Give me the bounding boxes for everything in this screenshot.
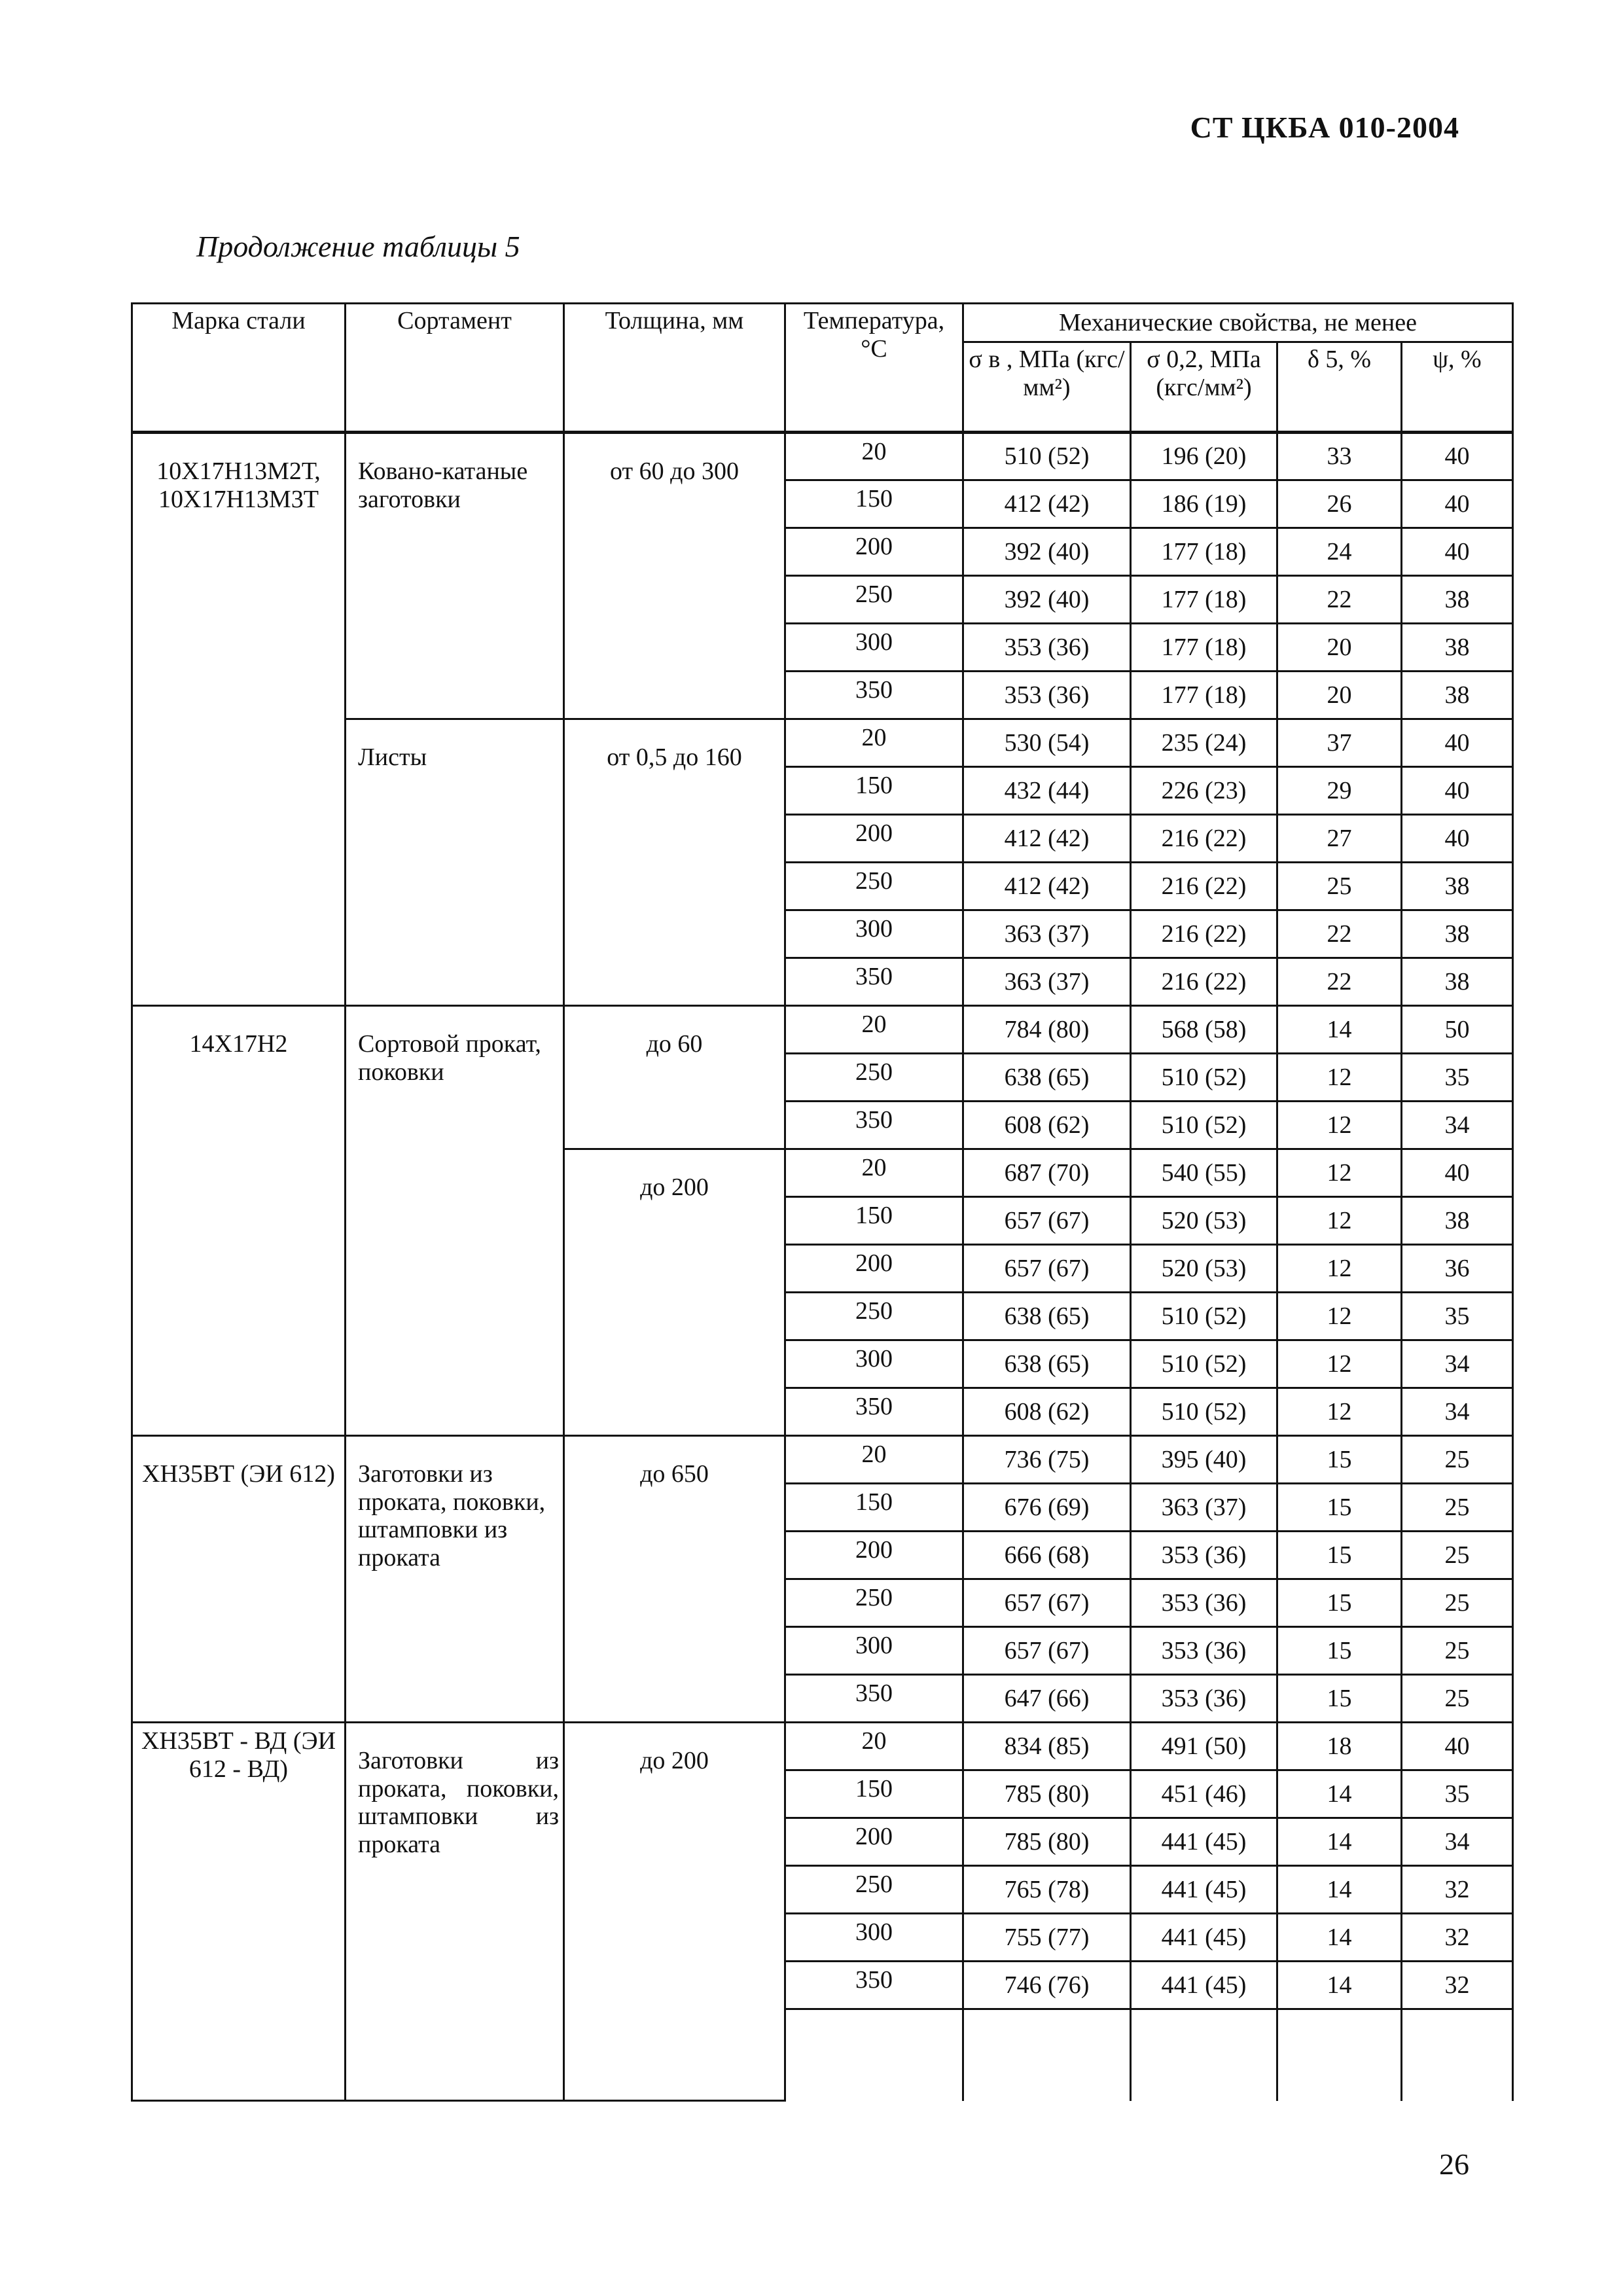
temperature-cell: 350 <box>785 1102 963 1149</box>
sigma-02-cell: 177 (18) <box>1131 528 1277 576</box>
sigma-b-cell: 834 (85) <box>963 1723 1131 1770</box>
psi-cell: 35 <box>1402 1054 1513 1102</box>
table-row <box>132 1006 1513 1054</box>
temperature-cell: 250 <box>785 863 963 910</box>
table-caption: Продолжение таблицы 5 <box>196 230 520 263</box>
temperature-cell: 150 <box>785 1197 963 1245</box>
delta5-cell: 12 <box>1277 1388 1402 1436</box>
temperature-cell: 20 <box>785 1006 963 1054</box>
psi-cell: 40 <box>1402 1149 1513 1197</box>
delta5-cell: 14 <box>1277 1818 1402 1866</box>
temperature-cell: 250 <box>785 1866 963 1914</box>
sigma-02-cell: 196 (20) <box>1131 433 1277 480</box>
sigma-02-cell: 520 (53) <box>1131 1197 1277 1245</box>
empty-cell <box>1402 2009 1513 2101</box>
assortment-cell: Ковано-катаные заготовки <box>346 433 564 719</box>
sigma-02-cell: 177 (18) <box>1131 624 1277 672</box>
sigma-02-cell: 451 (46) <box>1131 1770 1277 1818</box>
psi-cell: 34 <box>1402 1340 1513 1388</box>
delta5-cell: 15 <box>1277 1436 1402 1484</box>
psi-cell: 38 <box>1402 576 1513 624</box>
delta5-cell: 24 <box>1277 528 1402 576</box>
empty-cell <box>785 2009 963 2101</box>
delta5-cell: 12 <box>1277 1149 1402 1197</box>
psi-cell: 40 <box>1402 719 1513 767</box>
psi-cell: 34 <box>1402 1102 1513 1149</box>
psi-cell: 38 <box>1402 910 1513 958</box>
column-header-sigma-b: σ в , МПа (кгс/мм²) <box>963 342 1131 433</box>
psi-cell: 32 <box>1402 1914 1513 1962</box>
psi-cell: 25 <box>1402 1484 1513 1532</box>
psi-cell: 38 <box>1402 624 1513 672</box>
psi-cell: 38 <box>1402 863 1513 910</box>
delta5-cell: 33 <box>1277 433 1402 480</box>
delta5-cell: 22 <box>1277 576 1402 624</box>
temperature-cell: 200 <box>785 528 963 576</box>
sigma-b-cell: 412 (42) <box>963 480 1131 528</box>
temperature-cell: 250 <box>785 1054 963 1102</box>
sigma-b-cell: 687 (70) <box>963 1149 1131 1197</box>
thickness-cell: до 60 <box>564 1006 785 1149</box>
sigma-02-cell: 510 (52) <box>1131 1293 1277 1340</box>
temperature-cell: 300 <box>785 624 963 672</box>
delta5-cell: 14 <box>1277 1770 1402 1818</box>
delta5-cell: 20 <box>1277 672 1402 719</box>
thickness-cell: до 650 <box>564 1436 785 1723</box>
sigma-02-cell: 353 (36) <box>1131 1627 1277 1675</box>
sigma-02-cell: 441 (45) <box>1131 1866 1277 1914</box>
temperature-cell: 150 <box>785 1770 963 1818</box>
temperature-cell: 20 <box>785 1149 963 1197</box>
psi-cell: 25 <box>1402 1627 1513 1675</box>
sigma-b-cell: 784 (80) <box>963 1006 1131 1054</box>
assortment-cell: Листы <box>346 719 564 1006</box>
sigma-b-cell: 353 (36) <box>963 672 1131 719</box>
sigma-b-cell: 657 (67) <box>963 1245 1131 1293</box>
sigma-b-cell: 638 (65) <box>963 1340 1131 1388</box>
temperature-cell: 200 <box>785 815 963 863</box>
column-header-assortment: Сортамент <box>346 304 564 433</box>
column-header-grade: Марка стали <box>132 304 346 433</box>
psi-cell: 38 <box>1402 958 1513 1006</box>
psi-cell: 32 <box>1402 1866 1513 1914</box>
sigma-02-cell: 353 (36) <box>1131 1675 1277 1723</box>
psi-cell: 25 <box>1402 1675 1513 1723</box>
delta5-cell: 14 <box>1277 1866 1402 1914</box>
temperature-cell: 20 <box>785 1723 963 1770</box>
sigma-02-cell: 510 (52) <box>1131 1054 1277 1102</box>
sigma-02-cell: 353 (36) <box>1131 1532 1277 1579</box>
delta5-cell: 12 <box>1277 1340 1402 1388</box>
steel-grade-cell: 14Х17Н2 <box>132 1006 346 1436</box>
temperature-cell: 350 <box>785 958 963 1006</box>
temperature-cell: 300 <box>785 1914 963 1962</box>
sigma-b-cell: 657 (67) <box>963 1627 1131 1675</box>
delta5-cell: 22 <box>1277 958 1402 1006</box>
properties-table-wrapper <box>131 302 1514 2102</box>
assortment-text: Заготовки из проката, поковки, штамповки из проката <box>358 1747 559 1858</box>
temperature-cell: 20 <box>785 1436 963 1484</box>
column-header-thickness: Толщина, мм <box>564 304 785 433</box>
temperature-cell: 150 <box>785 1484 963 1532</box>
temperature-cell: 150 <box>785 480 963 528</box>
temperature-cell: 350 <box>785 1675 963 1723</box>
delta5-cell: 15 <box>1277 1627 1402 1675</box>
sigma-b-cell: 392 (40) <box>963 528 1131 576</box>
psi-cell: 40 <box>1402 1723 1513 1770</box>
delta5-cell: 37 <box>1277 719 1402 767</box>
sigma-b-cell: 746 (76) <box>963 1962 1131 2009</box>
delta5-cell: 14 <box>1277 1914 1402 1962</box>
thickness-cell: от 0,5 до 160 <box>564 719 785 1006</box>
assortment-cell: Заготовки из проката, поковки, штамповки из проката <box>346 1436 564 1723</box>
document-code: СТ ЦКБА 010-2004 <box>1190 111 1459 144</box>
temperature-cell: 350 <box>785 1962 963 2009</box>
sigma-b-cell: 392 (40) <box>963 576 1131 624</box>
delta5-cell: 26 <box>1277 480 1402 528</box>
sigma-02-cell: 177 (18) <box>1131 672 1277 719</box>
sigma-b-cell: 785 (80) <box>963 1770 1131 1818</box>
sigma-02-cell: 540 (55) <box>1131 1149 1277 1197</box>
delta5-cell: 12 <box>1277 1197 1402 1245</box>
psi-cell: 38 <box>1402 672 1513 719</box>
sigma-02-cell: 510 (52) <box>1131 1340 1277 1388</box>
delta5-cell: 15 <box>1277 1675 1402 1723</box>
sigma-b-cell: 657 (67) <box>963 1579 1131 1627</box>
sigma-02-cell: 363 (37) <box>1131 1484 1277 1532</box>
delta5-cell: 15 <box>1277 1579 1402 1627</box>
table-row <box>132 1436 1513 1484</box>
sigma-02-cell: 216 (22) <box>1131 863 1277 910</box>
thickness-cell: до 200 <box>564 1723 785 2101</box>
sigma-b-cell: 530 (54) <box>963 719 1131 767</box>
psi-cell: 36 <box>1402 1245 1513 1293</box>
sigma-02-cell: 491 (50) <box>1131 1723 1277 1770</box>
temperature-cell: 250 <box>785 1293 963 1340</box>
delta5-cell: 14 <box>1277 1006 1402 1054</box>
sigma-02-cell: 177 (18) <box>1131 576 1277 624</box>
temperature-cell: 300 <box>785 1627 963 1675</box>
delta5-cell: 22 <box>1277 910 1402 958</box>
psi-cell: 50 <box>1402 1006 1513 1054</box>
temperature-cell: 200 <box>785 1245 963 1293</box>
sigma-b-cell: 755 (77) <box>963 1914 1131 1962</box>
psi-cell: 40 <box>1402 528 1513 576</box>
delta5-cell: 25 <box>1277 863 1402 910</box>
sigma-b-cell: 736 (75) <box>963 1436 1131 1484</box>
column-header-psi: ψ, % <box>1402 342 1513 433</box>
steel-grade-cell: 10Х17Н13М2Т, 10Х17Н13М3Т <box>132 433 346 1006</box>
sigma-b-cell: 608 (62) <box>963 1102 1131 1149</box>
empty-cell <box>1277 2009 1402 2101</box>
temperature-cell: 250 <box>785 1579 963 1627</box>
temperature-cell: 200 <box>785 1818 963 1866</box>
column-header-delta5: δ 5, % <box>1277 342 1402 433</box>
empty-cell <box>963 2009 1131 2101</box>
sigma-02-cell: 441 (45) <box>1131 1818 1277 1866</box>
temperature-cell: 150 <box>785 767 963 815</box>
sigma-b-cell: 353 (36) <box>963 624 1131 672</box>
steel-grade-cell: ХН35ВТ (ЭИ 612) <box>132 1436 346 1723</box>
psi-cell: 34 <box>1402 1388 1513 1436</box>
psi-cell: 25 <box>1402 1579 1513 1627</box>
steel-grade-cell: ХН35ВТ - ВД (ЭИ 612 - ВД) <box>132 1723 346 2101</box>
temperature-cell: 20 <box>785 433 963 480</box>
temperature-cell: 250 <box>785 576 963 624</box>
empty-cell <box>1131 2009 1277 2101</box>
temperature-cell: 300 <box>785 1340 963 1388</box>
psi-cell: 35 <box>1402 1293 1513 1340</box>
psi-cell: 35 <box>1402 1770 1513 1818</box>
sigma-b-cell: 432 (44) <box>963 767 1131 815</box>
sigma-02-cell: 441 (45) <box>1131 1962 1277 2009</box>
thickness-cell: до 200 <box>564 1149 785 1436</box>
delta5-cell: 20 <box>1277 624 1402 672</box>
sigma-02-cell: 568 (58) <box>1131 1006 1277 1054</box>
sigma-b-cell: 676 (69) <box>963 1484 1131 1532</box>
table-row <box>132 1723 1513 1770</box>
delta5-cell: 12 <box>1277 1054 1402 1102</box>
temperature-cell: 20 <box>785 719 963 767</box>
column-header-mechanical-properties: Механические свойства, не менее <box>963 304 1513 342</box>
sigma-02-cell: 441 (45) <box>1131 1914 1277 1962</box>
column-header-sigma-02: σ 0,2, МПа (кгс/мм²) <box>1131 342 1277 433</box>
sigma-b-cell: 638 (65) <box>963 1293 1131 1340</box>
sigma-02-cell: 510 (52) <box>1131 1102 1277 1149</box>
sigma-b-cell: 412 (42) <box>963 815 1131 863</box>
delta5-cell: 15 <box>1277 1484 1402 1532</box>
sigma-02-cell: 395 (40) <box>1131 1436 1277 1484</box>
sigma-02-cell: 235 (24) <box>1131 719 1277 767</box>
delta5-cell: 29 <box>1277 767 1402 815</box>
psi-cell: 38 <box>1402 1197 1513 1245</box>
sigma-b-cell: 657 (67) <box>963 1197 1131 1245</box>
sigma-b-cell: 666 (68) <box>963 1532 1131 1579</box>
delta5-cell: 12 <box>1277 1102 1402 1149</box>
delta5-cell: 12 <box>1277 1245 1402 1293</box>
temperature-cell: 350 <box>785 672 963 719</box>
sigma-02-cell: 216 (22) <box>1131 815 1277 863</box>
psi-cell: 40 <box>1402 767 1513 815</box>
thickness-cell: от 60 до 300 <box>564 433 785 719</box>
temperature-cell: 200 <box>785 1532 963 1579</box>
sigma-b-cell: 638 (65) <box>963 1054 1131 1102</box>
sigma-b-cell: 785 (80) <box>963 1818 1131 1866</box>
psi-cell: 32 <box>1402 1962 1513 2009</box>
temperature-cell: 300 <box>785 910 963 958</box>
psi-cell: 40 <box>1402 433 1513 480</box>
delta5-cell: 14 <box>1277 1962 1402 2009</box>
assortment-cell <box>346 1723 564 2101</box>
mechanical-properties-table <box>131 302 1514 2102</box>
assortment-cell: Сортовой прокат, поковки <box>346 1006 564 1436</box>
sigma-b-cell: 412 (42) <box>963 863 1131 910</box>
delta5-cell: 27 <box>1277 815 1402 863</box>
psi-cell: 34 <box>1402 1818 1513 1866</box>
psi-cell: 40 <box>1402 480 1513 528</box>
sigma-02-cell: 216 (22) <box>1131 910 1277 958</box>
psi-cell: 25 <box>1402 1436 1513 1484</box>
column-header-temperature: Температура, °С <box>785 304 963 433</box>
sigma-02-cell: 216 (22) <box>1131 958 1277 1006</box>
temperature-cell: 350 <box>785 1388 963 1436</box>
sigma-b-cell: 608 (62) <box>963 1388 1131 1436</box>
sigma-b-cell: 647 (66) <box>963 1675 1131 1723</box>
sigma-02-cell: 510 (52) <box>1131 1388 1277 1436</box>
table-row <box>132 433 1513 480</box>
page-number: 26 <box>1439 2147 1469 2181</box>
sigma-02-cell: 520 (53) <box>1131 1245 1277 1293</box>
sigma-b-cell: 510 (52) <box>963 433 1131 480</box>
sigma-02-cell: 353 (36) <box>1131 1579 1277 1627</box>
delta5-cell: 12 <box>1277 1293 1402 1340</box>
delta5-cell: 18 <box>1277 1723 1402 1770</box>
delta5-cell: 15 <box>1277 1532 1402 1579</box>
sigma-b-cell: 363 (37) <box>963 958 1131 1006</box>
sigma-b-cell: 765 (78) <box>963 1866 1131 1914</box>
sigma-02-cell: 226 (23) <box>1131 767 1277 815</box>
psi-cell: 40 <box>1402 815 1513 863</box>
sigma-b-cell: 363 (37) <box>963 910 1131 958</box>
psi-cell: 25 <box>1402 1532 1513 1579</box>
sigma-02-cell: 186 (19) <box>1131 480 1277 528</box>
